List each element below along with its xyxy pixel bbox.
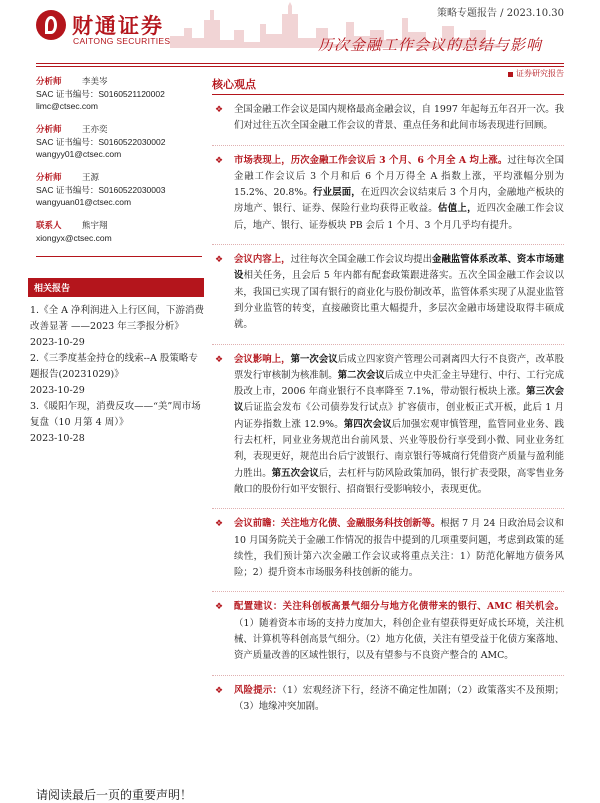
paragraph-text: 在近四次会议结束后 3 个月内，金融地产板块的房地产、银行、证券、保险行业均获得正收益。 <box>234 187 564 215</box>
paragraph-emphasis: 第二次会议 <box>337 369 385 381</box>
core-paragraph-outlook <box>212 516 564 581</box>
paragraph-emphasis: 金融监管体系改革、资本市场建设 <box>234 254 564 282</box>
paragraph-lead: 会议内容上， <box>234 254 291 266</box>
logo-chinese: 财通证券 <box>72 14 164 38</box>
caitong-logo <box>36 8 186 48</box>
core-views <box>212 76 564 715</box>
paragraph-text: 后加强宏观审慎管理，监管同业业务、践行去杠杆，同业业务规范出台前风景、兴业等股份行享受到小微、同业业务红利，表现更好，规范出台后宁波银行、南京银行等城商行凭借资产质量与盈利能力胜出。 <box>234 418 564 479</box>
report-type: 策略专题报告 <box>437 8 497 19</box>
core-paragraph-intro <box>212 102 564 135</box>
analyst-name: 李美岑 <box>82 77 108 87</box>
contact-email[interactable]: xiongyx@ctsec.com <box>36 233 112 243</box>
paragraph-lead: 风险提示： <box>234 684 283 696</box>
related-report-date: 2023-10-29 <box>30 385 85 396</box>
related-report-text: 1.《全 A 净利润进入上行区间，下游消费改善显著 ——2023 年三季报分析》 <box>30 305 204 332</box>
report-meta: 策略专题报告 / 2023.10.30 <box>437 8 564 19</box>
core-paragraph-risk <box>212 683 564 716</box>
paragraph-emphasis: 第一次会议 <box>290 353 338 365</box>
paragraph-separator <box>212 591 564 592</box>
analyst-role: 分析师 <box>36 125 62 135</box>
diamond-bullet-icon: ❖ <box>215 519 224 530</box>
contact-name: 熊宇翔 <box>82 221 108 231</box>
paragraph-lead: 配置建议：关注科创板高景气细分与地方化债带来的银行、AMC 相关机会。 <box>234 601 564 613</box>
diamond-bullet-icon: ❖ <box>215 602 224 613</box>
core-paragraph-content <box>212 252 564 333</box>
analyst-block <box>36 76 202 112</box>
paragraph-emphasis: 第四次会议 <box>343 418 392 430</box>
paragraph-separator <box>212 145 564 146</box>
paragraph-lead: 市场表现上，历次金融工作会议后 3 个月、6 个月全 A 均上涨。 <box>234 154 508 166</box>
logo-english: CAITONG SECURITIES <box>73 36 171 46</box>
analyst-name: 王源 <box>82 173 100 183</box>
paragraph-text: （1）宏观经济下行，经济不确定性加剧；（2）政策落实不及预期；（3）地缘冲突加剧。 <box>234 684 564 712</box>
paragraph-separator <box>212 508 564 509</box>
paragraph-lead: 会议前瞻：关注地方化债、金融服务科技创新等。 <box>234 518 441 530</box>
related-report-date: 2023-10-29 <box>30 337 85 348</box>
paragraph-text: 全国金融工作会议是国内规格最高金融会议，自 1997 年起每五年召开一次。我们对过往五次全国金融工作会议的背景、重点任务和此间市场表现进行回顾。 <box>234 104 564 132</box>
paragraph-emphasis: 第五次会议 <box>271 467 319 479</box>
footer-disclaimer: 请阅读最后一页的重要声明！ <box>36 788 193 802</box>
related-report-date: 2023-10-28 <box>30 433 85 444</box>
analyst-email[interactable]: wangyuan01@ctsec.com <box>36 197 132 207</box>
paragraph-text: 过往每次全国金融工作会议均提出 <box>290 254 433 266</box>
analyst-block <box>36 124 202 160</box>
paragraph-text: （1）随着资本市场的支持力度加大，科创企业有望获得更好成长环境，关注机械、计算机等科创高景气细分。（2）地方化债，关注有望受益于化债方案落地、资产质量改善的区域性银行，以及有望参与不良资产整合的 AMC。 <box>234 617 564 662</box>
logo-mark-icon <box>36 10 66 40</box>
analyst-sac: SAC 证书编号：S0160521120002 <box>36 89 165 99</box>
header-rule-secondary <box>36 66 564 67</box>
analyst-block <box>36 172 202 208</box>
header-rule <box>36 63 564 64</box>
related-report-item[interactable] <box>30 303 204 351</box>
paragraph-separator <box>212 244 564 245</box>
related-reports <box>28 278 204 447</box>
paragraph-emphasis: 行业层面， <box>313 187 361 199</box>
paragraph-text: 后，去杠杆与防风险政策加码，银行扩表受限，高零售业务敞口的股份行如平安银行、招商银行受影响较小，表现更优。 <box>234 467 564 495</box>
paragraph-separator <box>212 675 564 676</box>
related-report-item[interactable] <box>30 351 204 399</box>
analyst-role: 分析师 <box>36 173 62 183</box>
report-title: 历次金融工作会议的总结与影响 <box>318 36 543 54</box>
analyst-sac: SAC 证书编号：S0160522030002 <box>36 137 166 147</box>
paragraph-separator <box>212 344 564 345</box>
related-report-text: 3.《暖阳乍现，消费反攻——“美”周市场复盘（10 月第 4 周）》 <box>30 401 201 428</box>
related-reports-list <box>30 303 204 447</box>
related-report-item[interactable] <box>30 399 204 447</box>
sidebar-divider <box>36 256 202 257</box>
diamond-bullet-icon: ❖ <box>215 105 224 115</box>
related-report-text: 2.《三季度基金持仓的线索--A 股策略专题报告(20231029)》 <box>30 353 198 380</box>
core-views-title: 核心观点 <box>212 76 564 95</box>
paragraph-text: 根据 7 月 24 日政治局会议和 10 月国务院关于金融工作情况的报告中提到的几项重要问题，考虑到政策的延续性，我们预计第六次金融工作会议或将重点关注：1）防范化解地方债务风险；2）提升资本市场服务科技创新的能力。 <box>234 518 564 579</box>
paragraph-emphasis: 估值上， <box>438 203 477 215</box>
contact-role: 联系人 <box>36 221 62 231</box>
analyst-name: 王亦奕 <box>82 125 108 135</box>
paragraph-text: 过往每次全国金融工作会议后 3 个月和后 6 个月万得全 A 指数上涨，平均涨幅分别为 15.2%、20.8%。 <box>234 154 564 199</box>
paragraph-emphasis: 第三次会议 <box>234 386 564 414</box>
diamond-bullet-icon: ❖ <box>215 685 224 696</box>
paragraph-lead: 会议影响上， <box>234 353 291 365</box>
diamond-bullet-icon: ❖ <box>215 155 224 166</box>
analyst-sidebar <box>36 76 202 257</box>
section-tag-label: 证券研究报告 <box>516 69 564 78</box>
paragraph-text: 后成立中央汇金主导建行、中行、工行完成股改上市，2006 年商业银行不良率降至 7.1%，带动银行板块上涨。 <box>234 369 564 398</box>
report-date: 2023.10.30 <box>506 8 564 19</box>
contact-block <box>36 220 202 244</box>
paragraph-text: 相关任务，且会后 5 年内都有配套政策跟进落实。五次全国金融工作会议以来，我国已实现了国有银行的商业化与股份制改革，监管体系实现了从混业监管到分业监管的转变，直接融资比重大幅提升，多层次金融市场建设取得丰硕成就。 <box>234 270 564 331</box>
diamond-bullet-icon: ❖ <box>215 354 224 365</box>
paragraph-text: 近四次金融工作会议后，地产、银行、证券板块 PB 会后 1 个月、3 个月几乎均有提升。 <box>234 203 564 231</box>
related-reports-title: 相关报告 <box>28 278 204 297</box>
analyst-sac: SAC 证书编号：S0160522030003 <box>36 185 166 195</box>
diamond-bullet-icon: ❖ <box>215 255 224 266</box>
paragraph-text: 后成立四家资产管理公司剥离四大行不良资产，改革股票发行审核制为核准制。 <box>234 353 564 381</box>
analyst-email[interactable]: wangyy01@ctsec.com <box>36 149 122 159</box>
paragraph-text: 后证监会发布《公司债券发行试点》扩容债市，创业板正式开板，此后 1 月内证券指数上涨 12.9%。 <box>234 402 564 430</box>
core-paragraph-impact <box>212 352 564 499</box>
core-paragraph-allocation <box>212 599 564 664</box>
analyst-email[interactable]: limc@ctsec.com <box>36 101 98 111</box>
core-paragraph-market <box>212 153 564 234</box>
analyst-role: 分析师 <box>36 77 62 87</box>
